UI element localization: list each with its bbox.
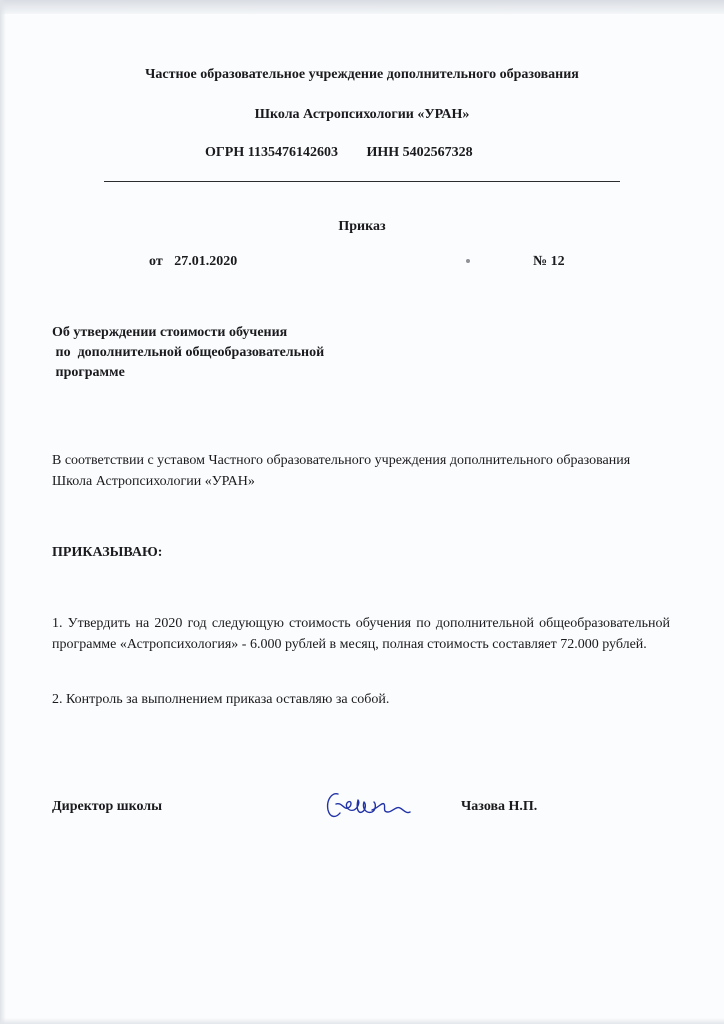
order-date-line: [149, 254, 237, 270]
order-item-1: 1. Утвердить на 2020 год следующую стоимость обучения по дополнительной общеобразовательной программе «Астропсихология» - 6.000 рублей в месяц, полная стоимость составляет 72.000 рублей.: [52, 616, 670, 652]
header-divider: [104, 181, 620, 182]
subject-line-3: программе: [52, 365, 125, 380]
handwritten-signature: [322, 786, 414, 824]
registration-numbers: [205, 145, 473, 161]
scan-edge-left: [0, 0, 6, 1024]
org-name: Частное образовательное учреждение дополнительного образования: [145, 67, 579, 82]
scan-speck: [466, 259, 470, 263]
order-item-2: 2. Контроль за выполнением приказа оставляю за собой.: [52, 692, 390, 707]
ogrn: ОГРН 1135476142603: [205, 145, 338, 160]
scan-edge-top: [0, 0, 724, 14]
signatory-position: Директор школы: [52, 799, 163, 814]
order-number: № 12: [533, 254, 565, 269]
signatory-name: Чазова Н.П.: [461, 799, 538, 814]
subject-line-2: по дополнительной общеобразовательной: [52, 345, 325, 360]
scan-edge-bottom: [0, 1018, 724, 1024]
school-name: Школа Астропсихологии «УРАН»: [254, 107, 470, 122]
directive: ПРИКАЗЫВАЮ:: [52, 545, 163, 560]
preamble: В соответствии с уставом Частного образовательного учреждения дополнительного образования Школа Астропсихологии «УРАН»: [52, 453, 631, 489]
order-title: Приказ: [338, 219, 386, 234]
subject-line-1: Об утверждении стоимости обучения: [52, 325, 288, 340]
order-date: 27.01.2020: [174, 254, 238, 269]
order-date-prefix: от: [149, 254, 163, 269]
inn: ИНН 5402567328: [366, 145, 473, 160]
